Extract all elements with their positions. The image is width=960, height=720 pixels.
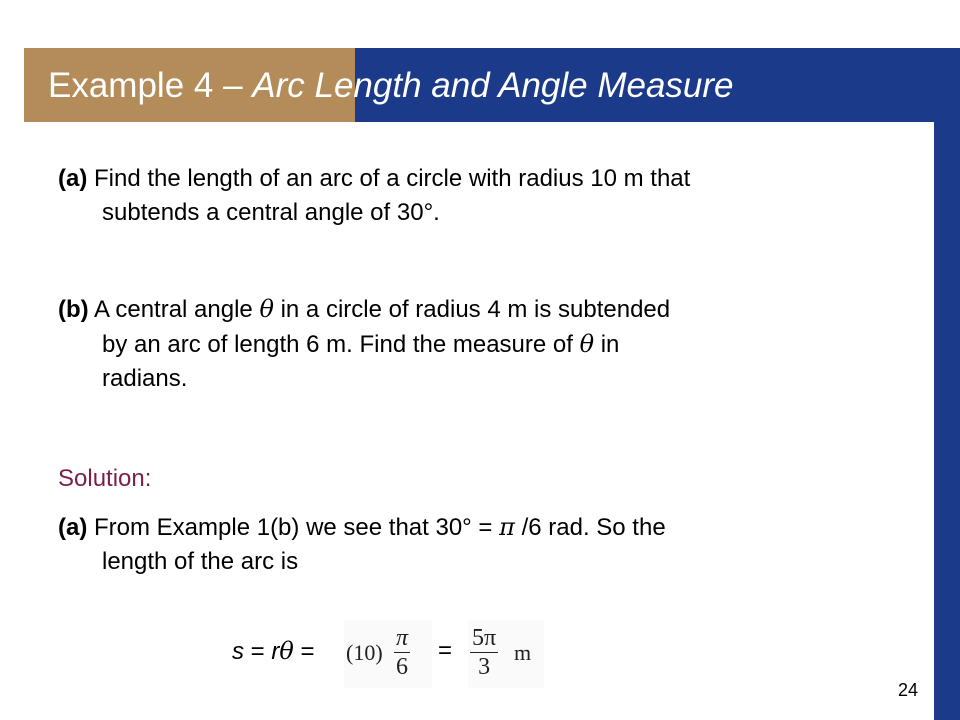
problem-b-line2	[58, 327, 918, 362]
problem-b-text2b: in	[594, 331, 620, 358]
problem-a-label: (a)	[58, 165, 88, 192]
problem-b-text1b: in a circle of radius 4 m is subtended	[273, 296, 671, 323]
formula-term1-image	[344, 620, 432, 688]
formula-lhs	[232, 634, 315, 669]
title-prefix: Example 4 –	[48, 66, 253, 105]
theta-symbol: θ	[259, 295, 274, 323]
formula-eq-end: =	[293, 638, 315, 665]
right-accent-bar	[934, 48, 960, 720]
formula-r: r	[271, 638, 280, 665]
term1-num: π	[396, 625, 409, 651]
problem-b-text1a: A central angle	[88, 296, 260, 323]
problem-a-line1	[58, 165, 690, 192]
solution-a-label: (a)	[58, 514, 88, 541]
formula-term2-image	[468, 620, 544, 688]
term2-num: 5π	[472, 625, 497, 651]
page-number: 24	[898, 680, 919, 700]
slide-title	[48, 60, 928, 112]
arc-length-formula	[232, 620, 552, 690]
problem-a	[58, 162, 918, 230]
problem-b-text2a: by an arc of length 6 m. Find the measure of	[102, 331, 580, 358]
term1-fraction	[394, 624, 410, 681]
pi-symbol: π	[499, 513, 515, 541]
formula-theta: θ	[279, 637, 294, 665]
solution-a-line2: length of the arc is	[102, 548, 299, 575]
solution-a	[58, 510, 918, 579]
term1-coef: (10)	[346, 640, 383, 665]
problem-b	[58, 292, 918, 396]
term1-den: 6	[396, 654, 409, 680]
problem-a-text1: Find the length of an arc of a circle with radius 10 m that	[87, 165, 691, 192]
formula-eq2: =	[438, 637, 453, 664]
solution-a-line1	[58, 514, 666, 541]
theta-symbol-2: θ	[579, 330, 595, 358]
title-italic: Arc Length and Angle Measure	[252, 66, 734, 105]
solution-a-text1b: /6 rad. So the	[514, 514, 666, 541]
problem-b-line1	[58, 296, 670, 323]
problem-a-line2: subtends a central angle of 30°.	[102, 199, 440, 226]
problem-b-label: (b)	[58, 296, 89, 323]
term2-fraction	[470, 624, 498, 681]
term2-den: 3	[478, 654, 491, 680]
problem-b-line3: radians.	[102, 365, 188, 392]
solution-a-text1a: From Example 1(b) we see that 30° =	[87, 514, 500, 541]
solution-heading: Solution:	[58, 465, 152, 492]
formula-s: s	[232, 638, 244, 665]
term2-unit: m	[514, 640, 532, 665]
formula-eq: =	[244, 638, 272, 665]
